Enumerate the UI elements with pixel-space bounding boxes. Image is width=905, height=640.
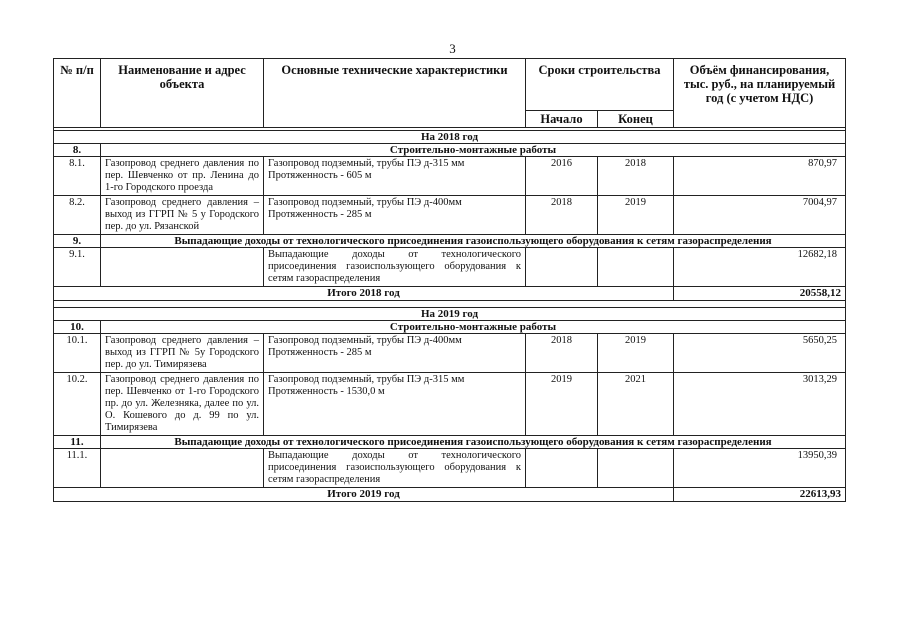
table-row xyxy=(54,196,846,235)
row-finance: 12682,18 xyxy=(674,248,846,287)
row-start xyxy=(526,248,598,287)
table-row xyxy=(54,449,846,488)
header-end: Конец xyxy=(598,111,674,128)
section-title: Выпадающие доходы от технологического присоединения газоиспользующего оборудования к сетям газораспределения xyxy=(101,436,846,449)
row-tech: Выпадающие доходы от технологического присоединения газоиспользующего оборудования к сетям газораспределения xyxy=(264,248,526,287)
year-gap-row xyxy=(54,301,846,308)
header-start: Начало xyxy=(526,111,598,128)
total-label: Итого 2019 год xyxy=(54,488,674,502)
row-end: 2021 xyxy=(598,373,674,436)
row-tech xyxy=(264,196,526,235)
row-tech xyxy=(264,334,526,373)
header-terms: Сроки строительства xyxy=(526,59,674,111)
total-row-2019 xyxy=(54,488,846,502)
header-tech: Основные технические характеристики xyxy=(264,59,526,128)
row-num: 9.1. xyxy=(54,248,101,287)
year-title: На 2018 год xyxy=(54,131,846,144)
row-start xyxy=(526,449,598,488)
row-start: 2016 xyxy=(526,157,598,196)
section-title: Строительно-монтажные работы xyxy=(101,321,846,334)
section-row xyxy=(54,436,846,449)
section-num: 8. xyxy=(54,144,101,157)
row-finance: 13950,39 xyxy=(674,449,846,488)
section-num: 11. xyxy=(54,436,101,449)
row-tech-line: Газопровод подземный, трубы ПЭ д-315 мм xyxy=(268,158,465,169)
section-num: 9. xyxy=(54,235,101,248)
row-tech-line: Газопровод подземный, трубы ПЭ д-400мм xyxy=(268,197,462,208)
row-finance: 870,97 xyxy=(674,157,846,196)
row-name: Газопровод среднего давления – выход из ГГРП № 5у Городского пер. до ул. Тимирязева xyxy=(101,334,264,373)
table-row xyxy=(54,373,846,436)
row-finance: 5650,25 xyxy=(674,334,846,373)
row-tech-line: Протяженность - 1530,0 м xyxy=(268,386,385,397)
row-num: 11.1. xyxy=(54,449,101,488)
row-num: 8.1. xyxy=(54,157,101,196)
row-name: Газопровод среднего давления по пер. Шевченко от пр. Ленина до 1-го Городского проезда xyxy=(101,157,264,196)
section-row xyxy=(54,235,846,248)
row-end xyxy=(598,449,674,488)
header-name: Наименование и адрес объекта xyxy=(101,59,264,128)
row-tech xyxy=(264,157,526,196)
row-start: 2018 xyxy=(526,334,598,373)
row-tech: Выпадающие доходы от технологического присоединения газоиспользующего оборудования к сетям газораспределения xyxy=(264,449,526,488)
row-end: 2019 xyxy=(598,196,674,235)
row-end: 2018 xyxy=(598,157,674,196)
row-end xyxy=(598,248,674,287)
section-num: 10. xyxy=(54,321,101,334)
row-tech xyxy=(264,373,526,436)
row-tech-line: Газопровод подземный, трубы ПЭ д-315 мм xyxy=(268,374,465,385)
investment-table xyxy=(53,58,846,502)
row-name: Газопровод среднего давления – выход из ГГРП № 5 у Городского пер. до ул. Рязанской xyxy=(101,196,264,235)
row-finance: 7004,97 xyxy=(674,196,846,235)
row-tech-line: Протяженность - 285 м xyxy=(268,209,372,220)
row-tech-line: Протяженность - 605 м xyxy=(268,170,372,181)
row-end: 2019 xyxy=(598,334,674,373)
table-row xyxy=(54,157,846,196)
page-number: 3 xyxy=(449,41,456,56)
header-num: № п/п xyxy=(54,59,101,128)
row-num: 10.1. xyxy=(54,334,101,373)
row-name: Газопровод среднего давления по пер. Шевченко от 1-го Городского пр. до ул. Железняка, далее по ул. О. Кошевого до д. 99 по ул. Тимирязева xyxy=(101,373,264,436)
row-finance: 3013,29 xyxy=(674,373,846,436)
row-name xyxy=(101,248,264,287)
table-header-row xyxy=(54,59,846,111)
header-finance: Объём финансирования, тыс. руб., на планируемый год (с учетом НДС) xyxy=(674,59,846,128)
row-tech-line: Газопровод подземный, трубы ПЭ д-400мм xyxy=(268,335,462,346)
total-row-2018 xyxy=(54,287,846,301)
section-row xyxy=(54,321,846,334)
row-tech-line: Протяженность - 285 м xyxy=(268,347,372,358)
table-row xyxy=(54,334,846,373)
section-title: Выпадающие доходы от технологического присоединения газоиспользующего оборудования к сетям газораспределения xyxy=(101,235,846,248)
section-title: Строительно-монтажные работы xyxy=(101,144,846,157)
year-row-2018 xyxy=(54,131,846,144)
row-start: 2019 xyxy=(526,373,598,436)
row-num: 10.2. xyxy=(54,373,101,436)
table-row xyxy=(54,248,846,287)
total-value: 22613,93 xyxy=(674,488,846,502)
year-row-2019 xyxy=(54,308,846,321)
total-value: 20558,12 xyxy=(674,287,846,301)
total-label: Итого 2018 год xyxy=(54,287,674,301)
row-start: 2018 xyxy=(526,196,598,235)
row-num: 8.2. xyxy=(54,196,101,235)
year-title: На 2019 год xyxy=(54,308,846,321)
section-row xyxy=(54,144,846,157)
row-name xyxy=(101,449,264,488)
